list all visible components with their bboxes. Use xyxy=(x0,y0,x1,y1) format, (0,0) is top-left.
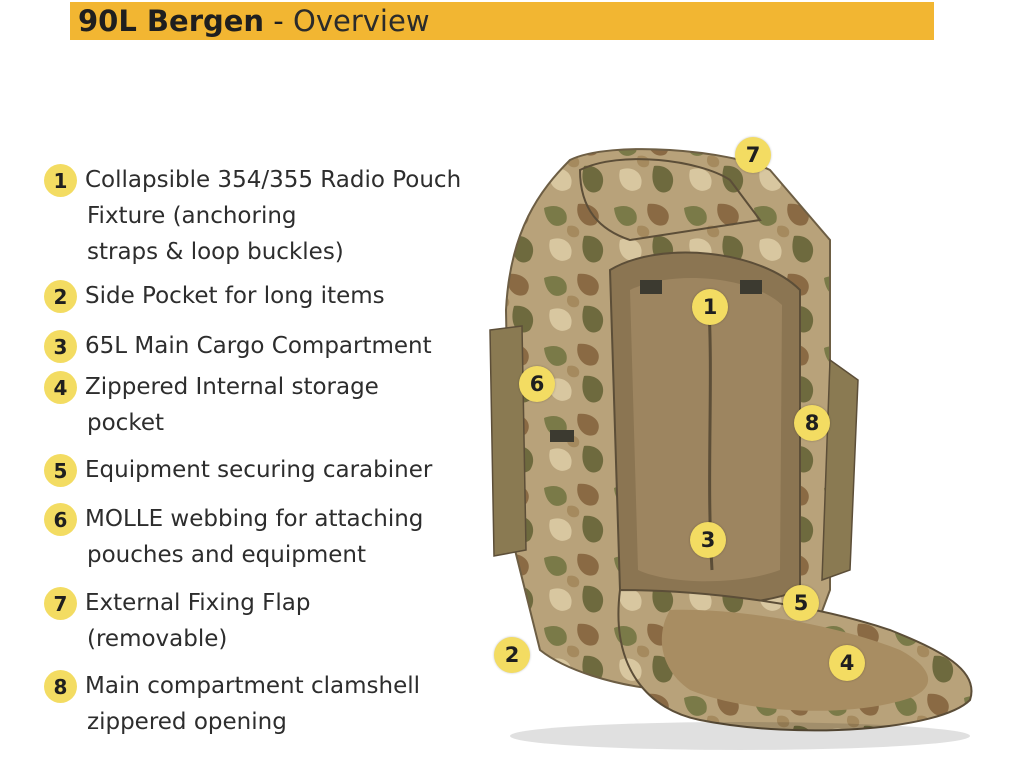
callout-2: 2 xyxy=(494,637,530,673)
feature-number-6: 6 xyxy=(44,503,77,536)
feature-6-line-1: MOLLE webbing for attaching xyxy=(85,506,424,532)
feature-number-8: 8 xyxy=(44,670,77,703)
callout-6: 6 xyxy=(519,366,555,402)
feature-text-2 xyxy=(85,278,385,314)
callout-4: 4 xyxy=(829,645,865,681)
feature-1-line-2: Fixture (anchoring xyxy=(87,203,297,229)
feature-4-line-1: Zippered Internal storage xyxy=(85,374,379,400)
feature-number-4: 4 xyxy=(44,371,77,404)
feature-8-line-1: Main compartment clamshell xyxy=(85,673,420,699)
feature-number-1: 1 xyxy=(44,164,77,197)
feature-8-line-2: zippered opening xyxy=(87,709,287,735)
feature-7-line-1: External Fixing Flap xyxy=(85,590,311,616)
feature-5-line-1: Equipment securing carabiner xyxy=(85,457,433,483)
callout-7: 7 xyxy=(735,137,771,173)
callout-1: 1 xyxy=(692,289,728,325)
title-separator: - xyxy=(264,4,293,38)
feature-2-line-1: Side Pocket for long items xyxy=(85,283,385,309)
feature-1-line-1: Collapsible 354/355 Radio Pouch xyxy=(85,167,462,193)
callout-5: 5 xyxy=(783,585,819,621)
feature-6-line-2: pouches and equipment xyxy=(87,542,366,568)
title-subtitle: Overview xyxy=(293,4,430,38)
feature-4-line-2: pocket xyxy=(87,410,164,436)
feature-3-line-1: 65L Main Cargo Compartment xyxy=(85,333,432,359)
feature-number-2: 2 xyxy=(44,280,77,313)
feature-text-4 xyxy=(85,369,379,441)
feature-text-7 xyxy=(85,585,311,657)
callout-8: 8 xyxy=(794,405,830,441)
feature-text-1 xyxy=(85,162,461,270)
feature-number-3: 3 xyxy=(44,330,77,363)
backpack-image xyxy=(470,130,990,760)
feature-7-line-2: (removable) xyxy=(87,626,228,652)
feature-number-7: 7 xyxy=(44,587,77,620)
feature-text-8 xyxy=(85,668,420,740)
feature-text-6 xyxy=(85,501,423,573)
feature-text-5 xyxy=(85,452,432,488)
title-main: 90L Bergen xyxy=(78,4,265,38)
feature-1-line-3: straps & loop buckles) xyxy=(87,239,344,265)
feature-number-5: 5 xyxy=(44,454,77,487)
callout-3: 3 xyxy=(690,522,726,558)
feature-text-3 xyxy=(85,328,432,364)
